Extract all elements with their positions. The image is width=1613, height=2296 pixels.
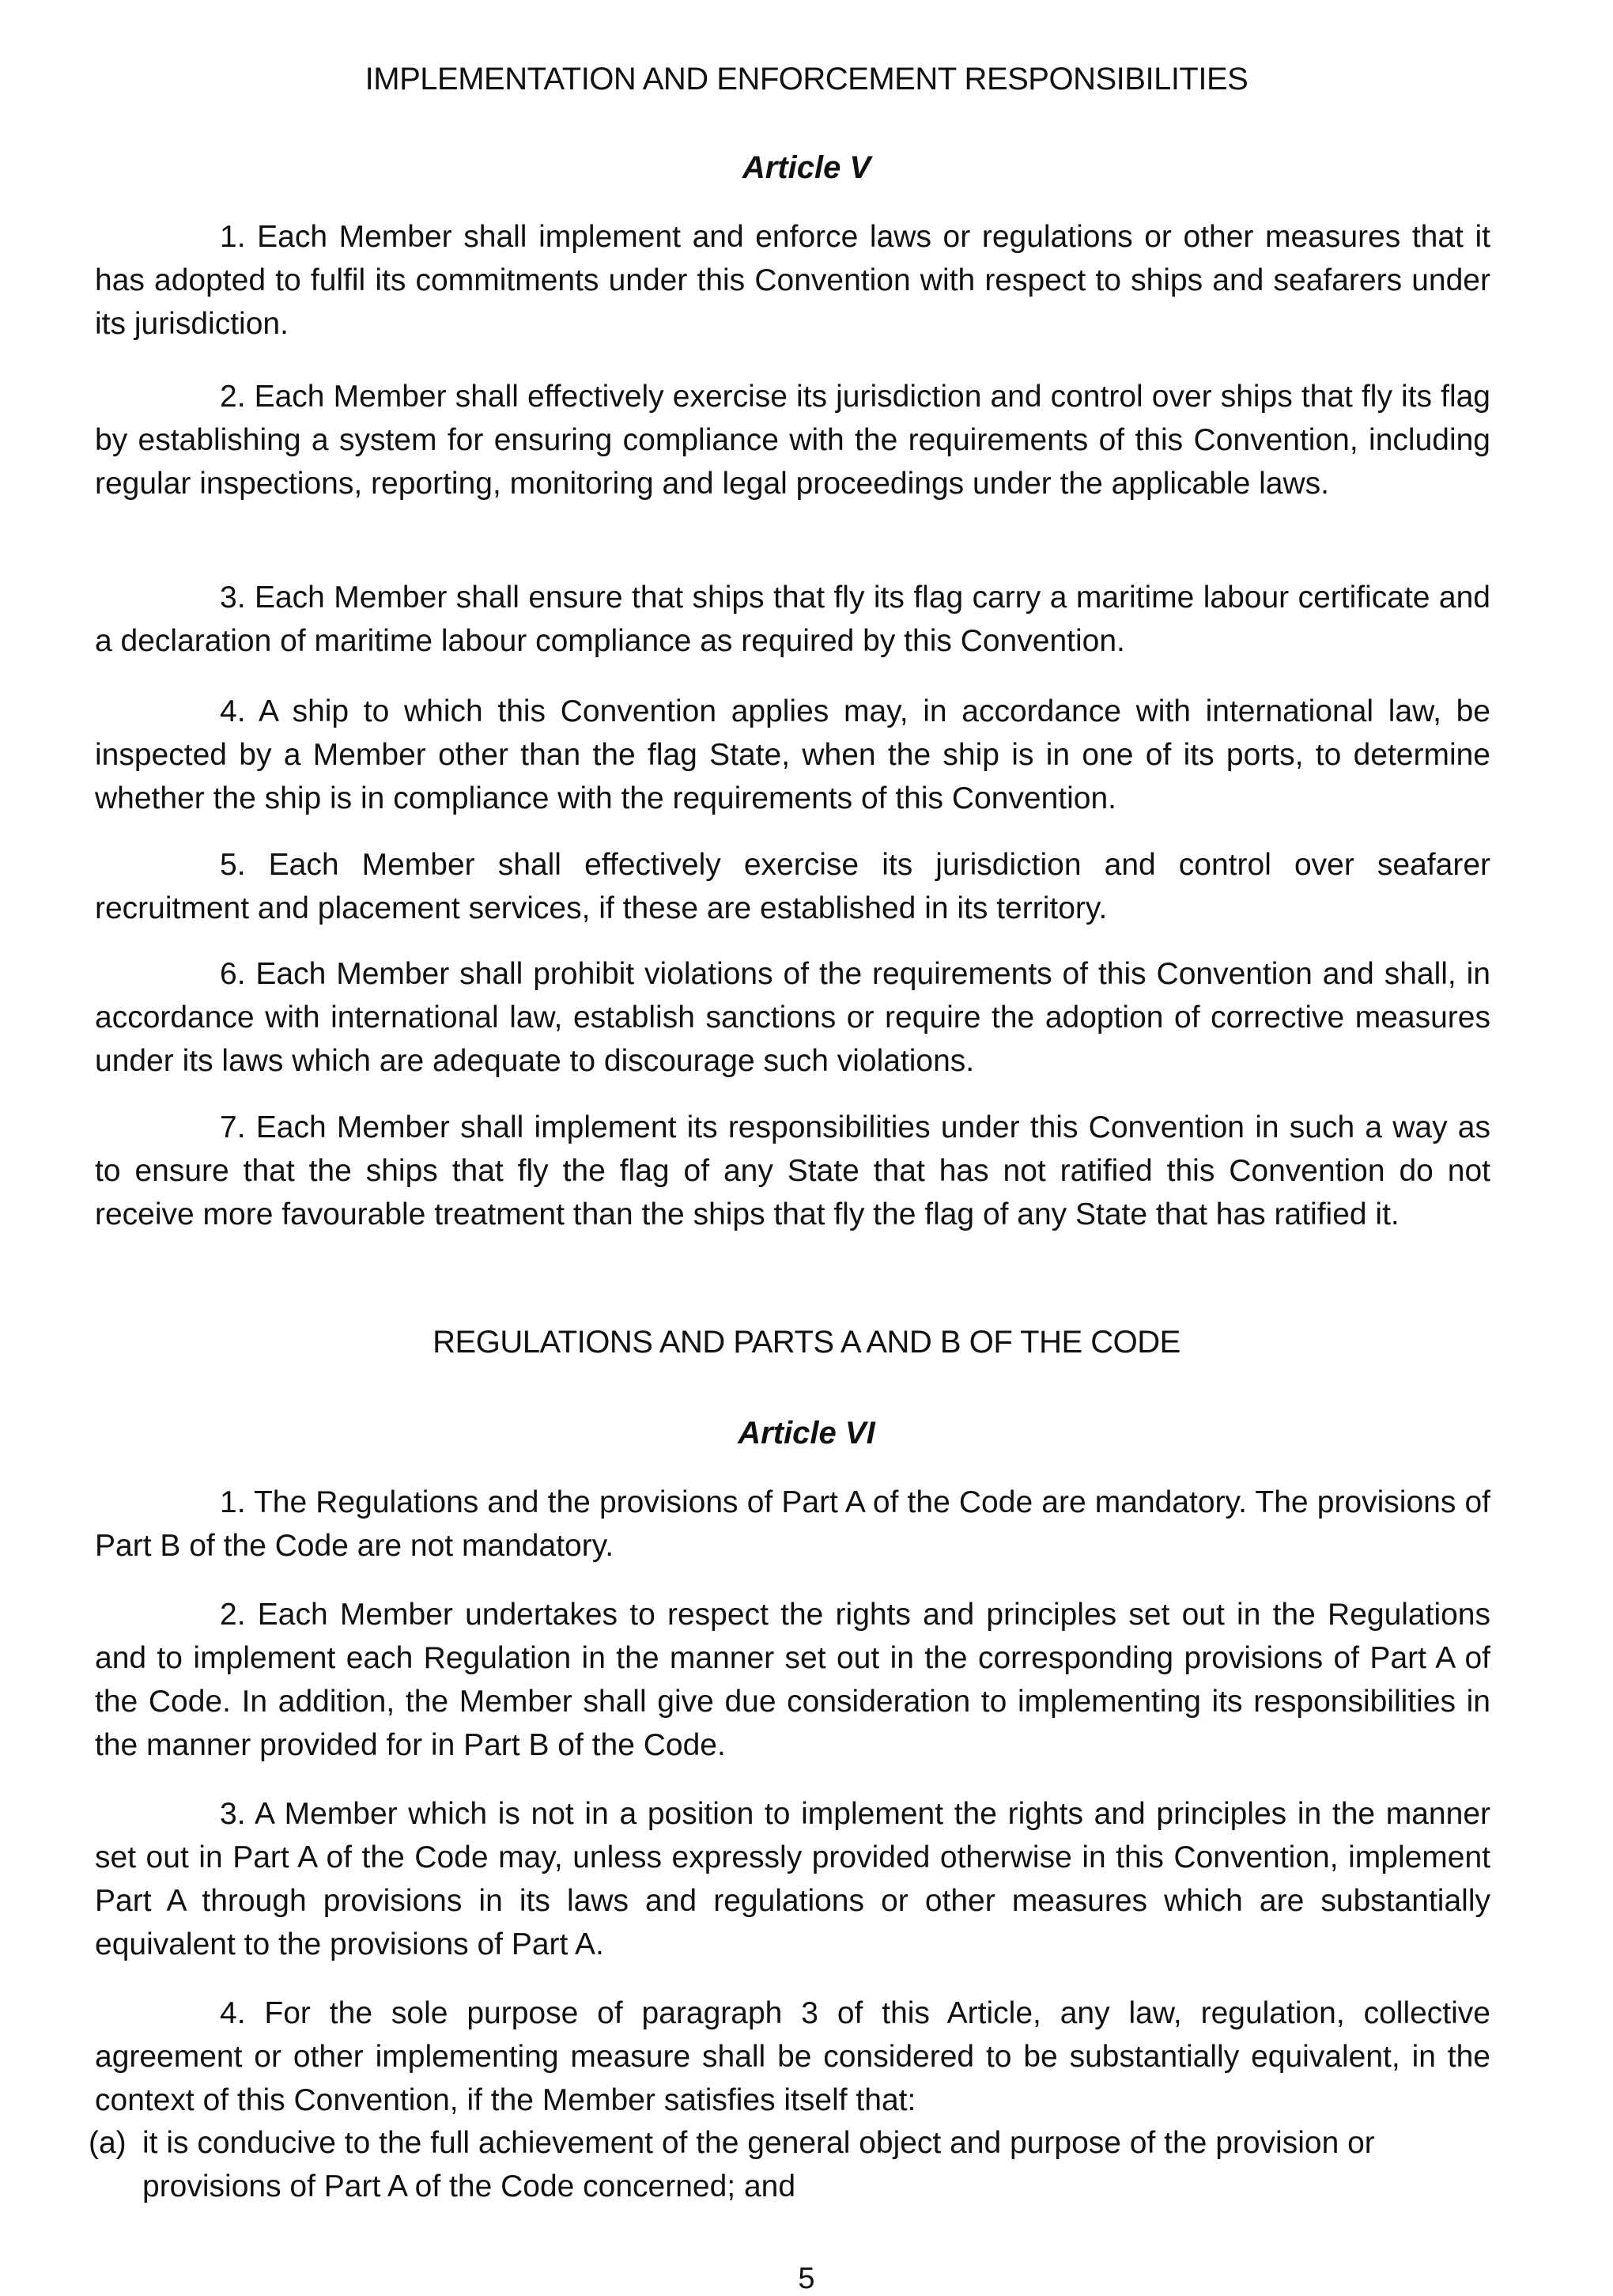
article-v-title: Article V [742, 150, 871, 185]
section-heading-implementation: IMPLEMENTATION AND ENFORCEMENT RESPONSIBILITIES [365, 62, 1248, 96]
section-heading-regulations: REGULATIONS AND PARTS A AND B OF THE CODE [433, 1325, 1180, 1360]
article-v-paragraph-6: 6. Each Member shall prohibit violations of the requirements of this Convention and shall, in accordance with international law, establish sanctions or require the adoption of corrective measures under its laws which are adequate to discourage such violations. [95, 957, 1490, 1078]
article-vi-title: Article VI [738, 1416, 875, 1451]
article-vi-paragraph-4: 4. For the sole purpose of paragraph 3 of this Article, any law, regulation, collective agreement or other implementing measure shall be considered to be substantially equivalent, in the context of this Convention, if the Member satisfies itself that: [95, 1996, 1490, 2117]
list-item-text: it is conducive to the full achievement of the general object and purpose of the provision or provisions of Part A of the Code concerned; and [142, 2126, 1375, 2203]
list-item [89, 2121, 1488, 2208]
article-v-paragraph-5: 5. Each Member shall effectively exercise its jurisdiction and control over seafarer recruitment and placement services, if these are established in its territory. [95, 848, 1490, 925]
article-v-paragraph-2: 2. Each Member shall effectively exercise its jurisdiction and control over ships that fly its flag by establishing a system for ensuring compliance with the requirements of this Convention, including regular inspections, reporting, monitoring and legal proceedings under the applicable laws. [95, 380, 1490, 501]
list-item-label: (a) [89, 2126, 127, 2160]
page-number: 5 [798, 2262, 815, 2295]
article-v-paragraph-1: 1. Each Member shall implement and enforce laws or regulations or other measures that it has adopted to fulfil its commitments under this Convention with respect to ships and seafarers under its jurisdiction. [95, 220, 1490, 341]
article-v-paragraph-7: 7. Each Member shall implement its responsibilities under this Convention in such a way as to ensure that the ships that fly the flag of any State that has not ratified this Convention do not receive more favourable treatment than the ships that fly the flag of any State that has ratified it. [95, 1110, 1490, 1231]
article-vi-paragraph-3: 3. A Member which is not in a position to implement the rights and principles in the manner set out in Part A of the Code may, unless expressly provided otherwise in this Convention, implement Part A through provisions in its laws and regulations or other measures which are substantially equivalent to the provisions of Part A. [95, 1797, 1490, 1961]
article-v-paragraph-3: 3. Each Member shall ensure that ships that fly its flag carry a maritime labour certificate and a declaration of maritime labour compliance as required by this Convention. [95, 581, 1490, 658]
article-vi-paragraph-1: 1. The Regulations and the provisions of Part A of the Code are mandatory. The provisions of Part B of the Code are not mandatory. [95, 1485, 1490, 1563]
article-v-paragraph-4: 4. A ship to which this Convention applies may, in accordance with international law, be inspected by a Member other than the flag State, when the ship is in one of its ports, to determine whether the ship is in compliance with the requirements of this Convention. [95, 694, 1490, 815]
article-vi-paragraph-2: 2. Each Member undertakes to respect the rights and principles set out in the Regulations and to implement each Regulation in the manner set out in the corresponding provisions of Part A of the Code. In addition, the Member shall give due consideration to implementing its responsibilities in the manner provided for in Part B of the Code. [95, 1598, 1490, 1762]
